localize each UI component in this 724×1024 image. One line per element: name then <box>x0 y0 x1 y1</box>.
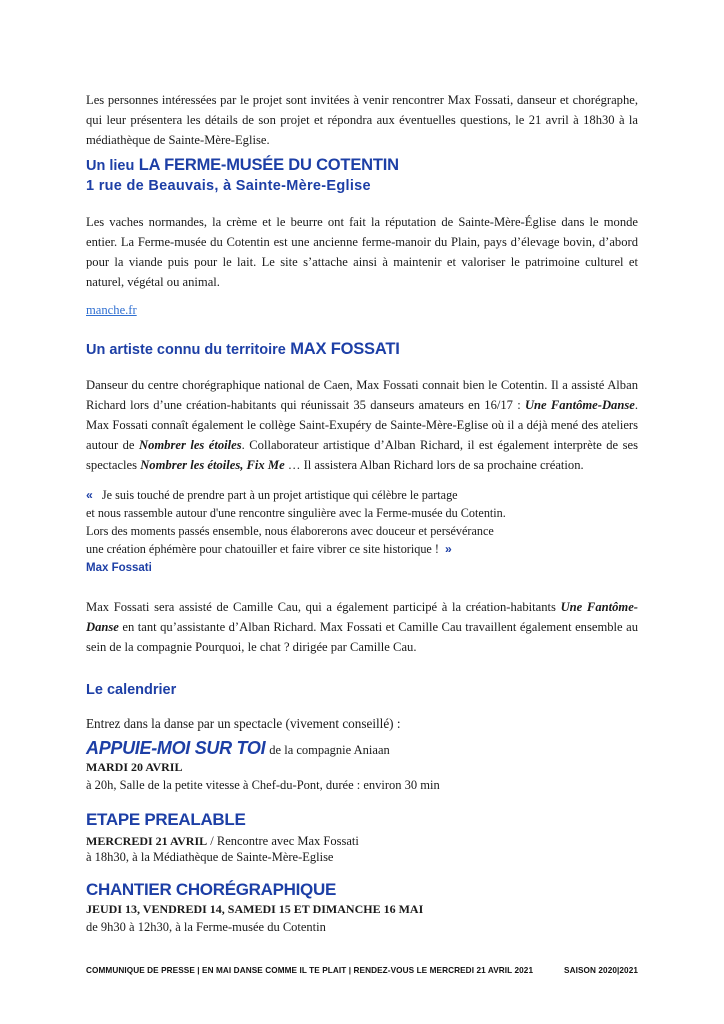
artiste-text-1: Danseur du centre chorégraphique national de Caen, Max Fossati connait bien le Cotentin. Il a assisté Alban Richard lors d’une création-habitants qui réunissait 35 danseurs amateurs en 16/17 : <box>86 378 638 412</box>
footer-left: COMMUNIQUE DE PRESSE | EN MAI DANSE COMME IL TE PLAIT | RENDEZ-VOUS LE MERCREDI 21 AVRIL 2021 <box>86 966 534 975</box>
quote-line-3: Lors des moments passés ensemble, nous élaborerons avec douceur et persévérance <box>86 524 494 538</box>
work-title-nombrer: Nombrer les étoiles <box>138 438 242 452</box>
quote-text-1: Je suis touché de prendre part à un projet artistique qui célèbre le partage <box>101 488 458 502</box>
quote-author: Max Fossati <box>86 562 152 574</box>
etape-subtitle: / Rencontre avec Max Fossati <box>207 834 359 848</box>
artiste-heading <box>86 340 400 359</box>
quote-block <box>86 486 638 577</box>
footer-right: SAISON 2020|2021 <box>564 966 638 975</box>
lieu-address: 1 rue de Beauvais, à Sainte-Mère-Eglise <box>86 178 371 194</box>
etape-date: MERCREDI 21 AVRIL <box>86 834 208 848</box>
show-company: de la compagnie Aniaan <box>269 743 390 757</box>
lieu-paragraph: Les vaches normandes, la crème et le beurre ont fait la réputation de Sainte-Mère-Église dans le monde entier. La Ferme-musée du Cotentin est une ancienne ferme-manoir du Plain, pays d’élevage bovin, d’abord pour la viande puis pour le lait. Le site s’attache ainsi à maintenir et valoriser le patrimoine culturel et naturel, végétal ou animal. <box>86 215 638 289</box>
page-footer <box>86 966 638 975</box>
calendrier-intro: Entrez dans la danse par un spectacle (vivement conseillé) : <box>86 716 401 731</box>
quote-close-mark: » <box>445 542 452 556</box>
manche-link[interactable]: manche.fr <box>86 303 137 317</box>
lieu-heading <box>86 156 399 175</box>
chantier-title: CHANTIER CHORÉGRAPHIQUE <box>86 880 337 899</box>
artiste-text-5: Max Fossati sera assisté de Camille Cau, qui a également participé à la création-habitants <box>86 600 561 614</box>
work-title-fantome-danse: Une Fantôme-Danse <box>524 398 635 412</box>
artiste-text-6: en tant qu’assistante d’Alban Richard. Max Fossati et Camille Cau travaillent également ensemble au sein de la compagnie Pourquoi, le chat ? dirigée par Camille Cau. <box>86 620 638 654</box>
lieu-heading-prefix: Un lieu <box>86 158 135 174</box>
quote-line-2: et nous rassemble autour d'une rencontre singulière avec la Ferme-musée du Cotentin. <box>86 506 506 520</box>
artiste-heading-prefix: Un artiste connu du territoire <box>86 342 286 358</box>
intro-paragraph: Les personnes intéressées par le projet sont invitées à venir rencontrer Max Fossati, danseur et chorégraphe, qui leur présentera les détails de son projet et répondra aux éventuelles questions, le 21 avril à 18h30 à la médiathèque de Sainte-Mère-Eglise. <box>86 93 638 147</box>
show-line <box>86 738 390 759</box>
quote-open-mark: « <box>86 488 93 502</box>
quote-text-4: une création éphémère pour chatouiller et faire vibrer ce site historique ! <box>86 542 439 556</box>
etape-date-line <box>86 832 359 850</box>
quote-line-4 <box>86 540 638 558</box>
etape-details: à 18h30, à la Médiathèque de Sainte-Mère-Eglise <box>86 850 334 864</box>
etape-title: ETAPE PREALABLE <box>86 810 246 829</box>
artiste-paragraph <box>86 375 638 475</box>
artiste-paragraph-2 <box>86 597 638 657</box>
show-details: à 20h, Salle de la petite vitesse à Chef-du-Pont, durée : environ 30 min <box>86 778 440 792</box>
artiste-text-3: . Collaborateur artistique d’Alban Richard, il est également interprète de ses spectacles <box>86 438 639 472</box>
artiste-text-2: . Max Fossati connaît également le collège Saint-Exupéry de Sainte-Mère-Eglise où il a déjà mené des ateliers autour de <box>86 398 638 452</box>
chantier-date: JEUDI 13, VENDREDI 14, SAMEDI 15 ET DIMANCHE 16 MAI <box>86 902 424 916</box>
quote-line-1 <box>86 486 638 504</box>
artiste-text-4: … Il assistera Alban Richard lors de sa prochaine création. <box>284 458 584 472</box>
chantier-details: de 9h30 à 12h30, à la Ferme-musée du Cotentin <box>86 920 326 934</box>
work-title-nombrer-fixme: Nombrer les étoiles, Fix Me <box>140 458 285 472</box>
calendrier-heading: Le calendrier <box>86 682 177 698</box>
work-title-fantome-danse-2: Une Fantôme-Danse <box>86 600 638 634</box>
lieu-heading-name: LA FERME-MUSÉE DU COTENTIN <box>138 156 399 174</box>
artiste-heading-name: MAX FOSSATI <box>290 340 400 358</box>
show-title: APPUIE-MOI SUR TOI <box>86 738 266 758</box>
show-date: MARDI 20 AVRIL <box>86 760 183 774</box>
